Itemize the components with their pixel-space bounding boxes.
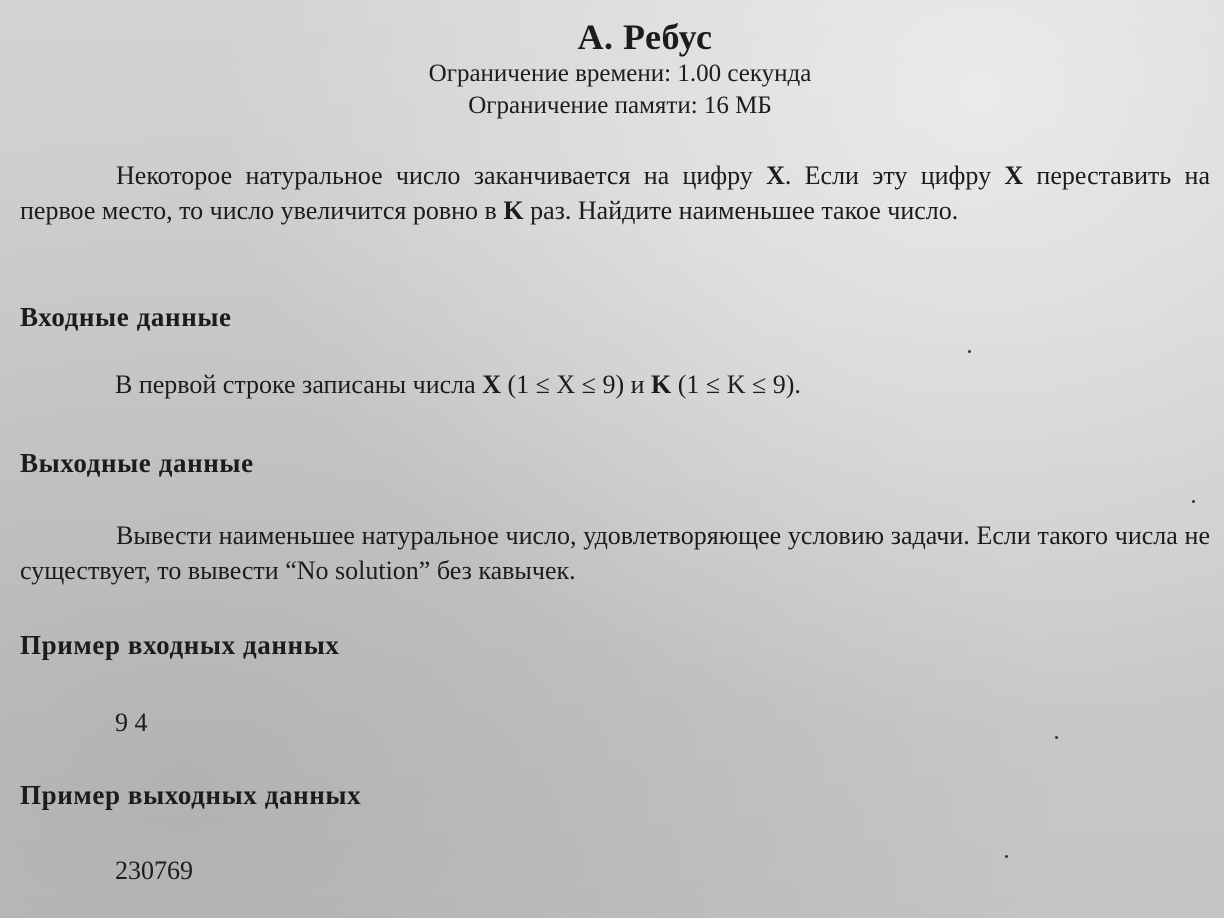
- output-text: Вывести наименьшее натуральное число, удовлетворяющее условию задачи. Если такого числа не существует, то вывести “No solution” без кавычек.: [20, 521, 1210, 585]
- sample-input-value: 9 4: [115, 708, 148, 737]
- memory-limit: Ограничение памяти: 16 МБ: [468, 92, 772, 119]
- output-heading: Выходные данные: [20, 448, 254, 478]
- sample-input-heading: Пример входных данных: [20, 630, 340, 660]
- statement-var-x2: X: [1004, 161, 1024, 190]
- statement-part4: раз. Найдите наименьшее такое число.: [523, 196, 959, 225]
- input-var-x: X: [482, 370, 501, 399]
- sample-output-heading: Пример выходных данных: [20, 780, 362, 810]
- input-x-range: (1 ≤ X ≤ 9): [500, 370, 625, 399]
- problem-statement: [20, 158, 1210, 228]
- input-and: и: [624, 370, 652, 399]
- input-prefix: В первой строке записаны числа: [115, 370, 483, 399]
- paper-speck: [1055, 736, 1058, 739]
- input-description: [115, 370, 801, 400]
- input-heading: Входные данные: [20, 302, 232, 332]
- paper-speck: [1192, 500, 1195, 503]
- sample-output-value: 230769: [115, 856, 193, 885]
- statement-part2: . Если эту цифру: [784, 161, 1005, 190]
- input-k-range: (1 ≤ K ≤ 9).: [671, 370, 801, 399]
- statement-var-k: K: [503, 196, 524, 225]
- paper-speck: [1005, 855, 1008, 858]
- output-description: [20, 518, 1210, 588]
- paper-speck: [968, 350, 971, 353]
- statement-part3: переставить на первое место, то число увеличится ровно в: [20, 161, 1210, 225]
- time-limit: Ограничение времени: 1.00 секунда: [428, 60, 812, 87]
- statement-var-x: X: [766, 161, 785, 190]
- input-var-k: K: [651, 370, 672, 399]
- problem-title: А. Ребус: [577, 17, 713, 57]
- statement-part1: Некоторое натуральное число заканчивается на цифру: [116, 161, 767, 190]
